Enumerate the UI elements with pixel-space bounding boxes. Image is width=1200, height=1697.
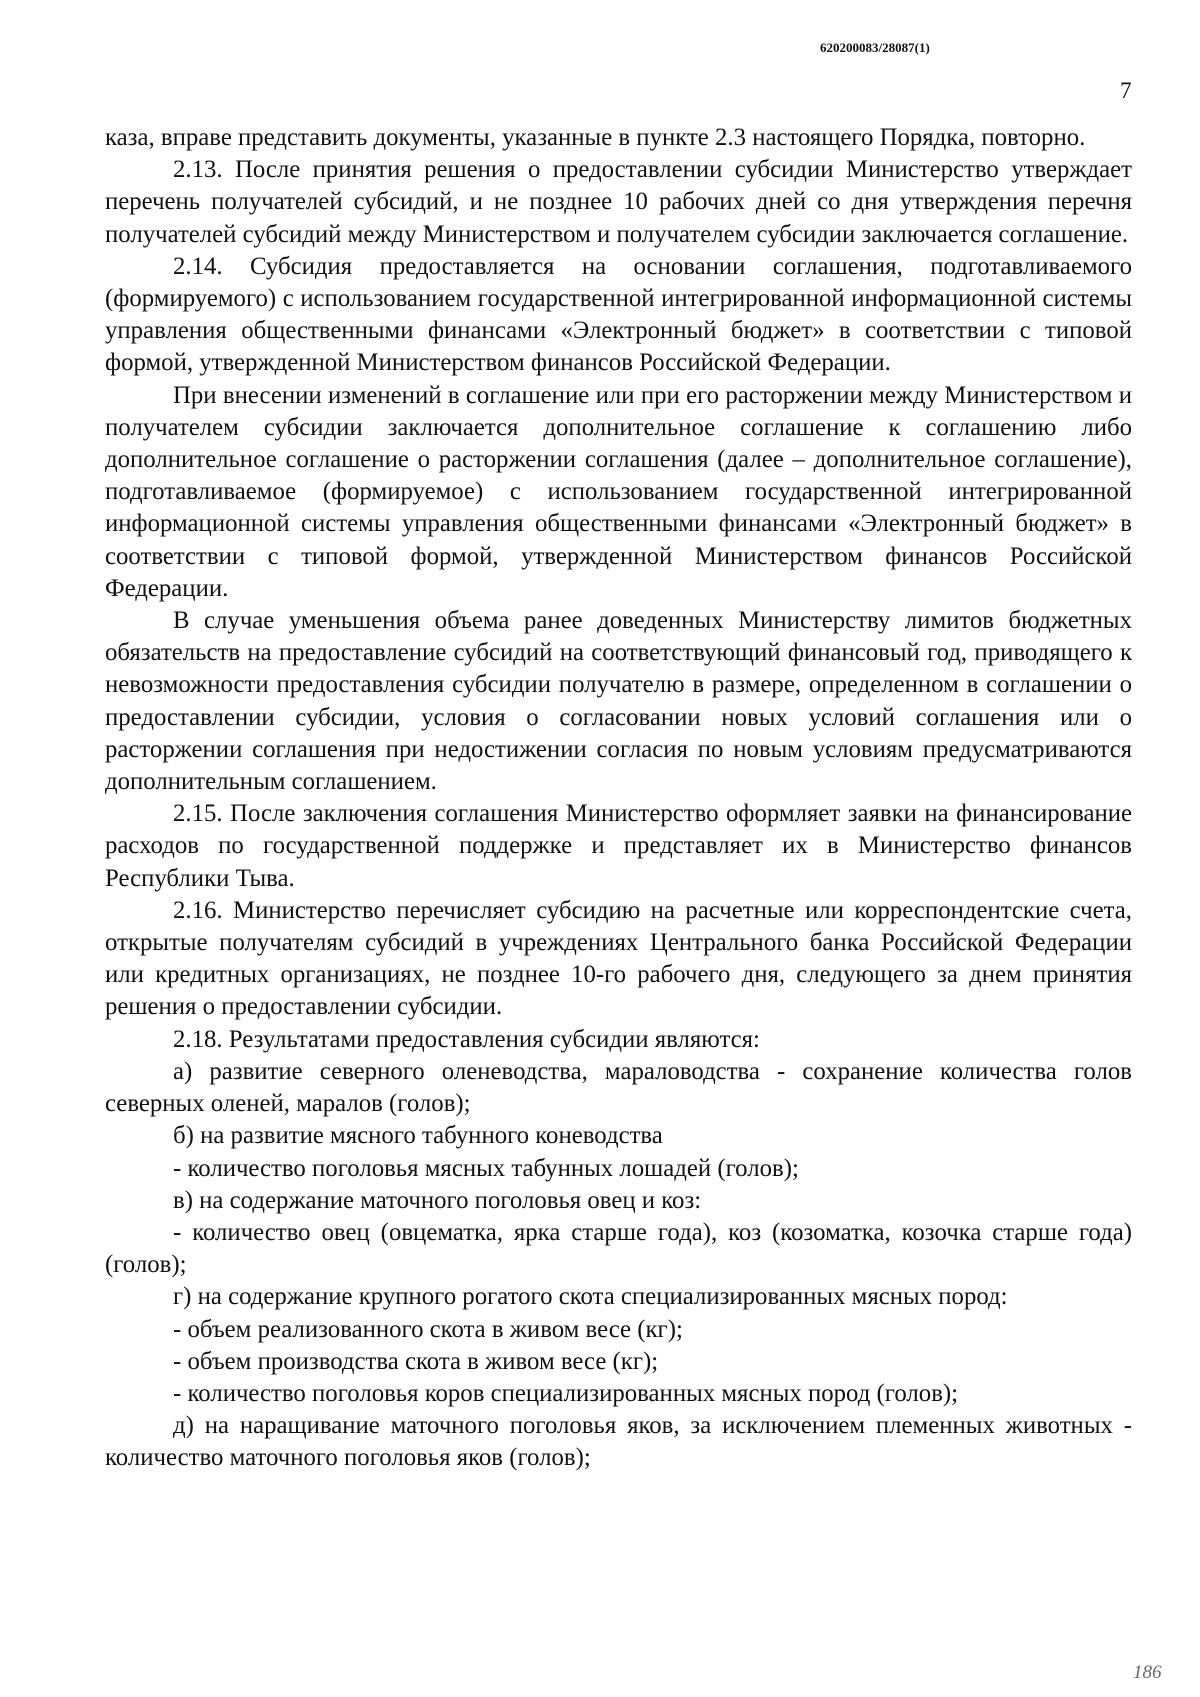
list-item: г) на содержание крупного рогатого скота специализированных мясных пород: <box>173 1283 1008 1311</box>
paragraph: При внесении изменений в соглашение или при его расторжении между Министерством и получателем субсидии заключается дополнительное соглашение к соглашению либо дополнительное соглашение о расторжении соглашения (далее – дополнительное соглашение), подготавливаемое (формируемое) с использованием государственной интегрированной информационной системы управления общественными финансами «Электронный бюджет» в соответствии с типовой формой, утвержденной Министерством финансов Российской Федерации. <box>105 381 1132 602</box>
paragraph: 2.13. После принятия решения о предоставлении субсидии Министерство утверждает перечень получателей субсидий, и не позднее 10 рабочих дней со дня утверждения перечня получателей субсидий между Министерством и получателем субсидии заключается соглашение. <box>105 156 1132 248</box>
list-item: - количество овец (овцематка, ярка старше года), коз (козоматка, козочка старше года) (голов); <box>105 1218 1132 1279</box>
list-item: - объем реализованного скота в живом весе (кг); <box>173 1315 683 1343</box>
paragraph: 2.16. Министерство перечисляет субсидию на расчетные или корреспондентские счета, открытые получателям субсидий в учреждениях Центрального банка Российской Федерации или кредитных организациях, не позднее 10-го рабочего дня, следующего за днем принятия решения о предоставлении субсидии. <box>105 896 1132 1021</box>
paragraph: 2.18. Результатами предоставления субсидии являются: <box>173 1025 760 1053</box>
paragraph: 2.14. Субсидия предоставляется на основании соглашения, подготавливаемого (формируемого) с использованием государственной интегрированной информационной системы управления общественными финансами «Электронный бюджет» в соответствии с типовой формой, утвержденной Министерством финансов Российской Федерации. <box>105 252 1132 377</box>
list-item: б) на развитие мясного табунного коневодства <box>173 1122 663 1150</box>
document-body <box>105 122 1132 1475</box>
paragraph: каза, вправе представить документы, указанные в пункте 2.3 настоящего Порядка, повторно. <box>105 124 1086 151</box>
paragraph: 2.15. После заключения соглашения Министерство оформляет заявки на финансирование расходов по государственной поддержке и представляет их в Министерство финансов Республики Тыва. <box>105 800 1132 892</box>
paragraph: В случае уменьшения объема ранее доведенных Министерству лимитов бюджетных обязательств на предоставление субсидий на соответствующий финансовый год, приводящего к невозможности предоставления субсидии получателю в размере, определенном в соглашении о предоставлении субсидии, условия о согласовании новых условий соглашения или о расторжении соглашения при недостижении согласия по новым условиям предусматриваются дополнительным соглашением. <box>105 607 1132 796</box>
list-item: а) развитие северного оленеводства, мараловодства - сохранение количества голов северных оленей, маралов (голов); <box>105 1057 1132 1118</box>
list-item: в) на содержание маточного поголовья овец и коз: <box>173 1186 702 1214</box>
list-item: - количество поголовья коров специализированных мясных пород (голов); <box>173 1379 959 1407</box>
list-item: - объем производства скота в живом весе (кг); <box>173 1347 659 1375</box>
list-item: - количество поголовья мясных табунных лошадей (голов); <box>173 1154 799 1182</box>
list-item: д) на наращивание маточного поголовья яков, за исключением племенных животных - количество маточного поголовья яков (голов); <box>105 1412 1132 1472</box>
handwritten-page-mark: 186 <box>1133 1662 1162 1683</box>
page-number: 7 <box>1120 78 1132 103</box>
document-id: 620200083/28087(1) <box>820 40 930 55</box>
